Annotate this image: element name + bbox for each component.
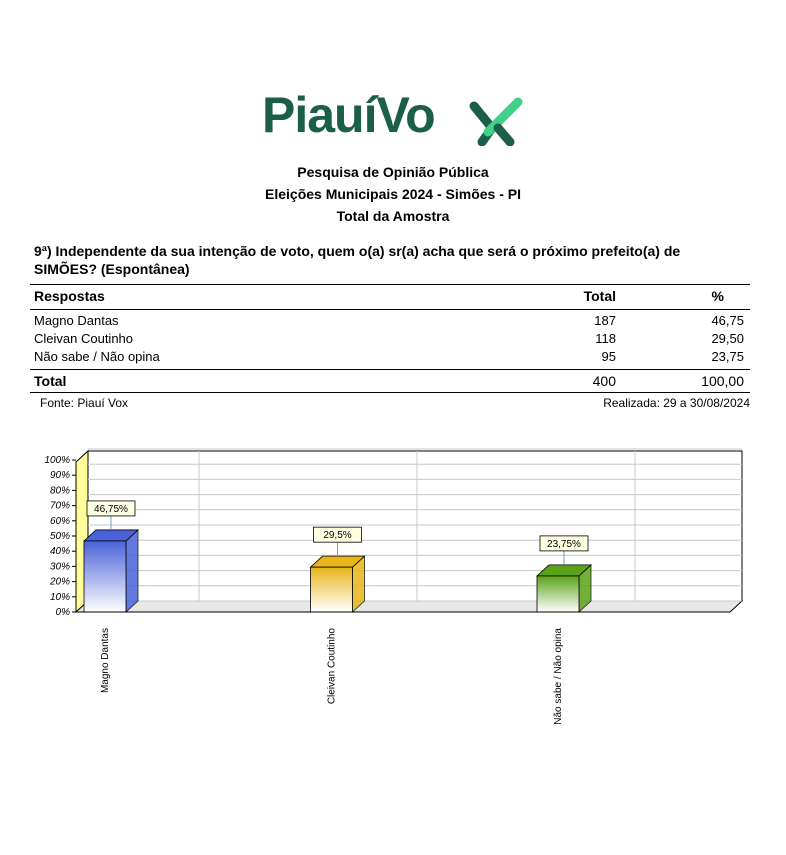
table-bottom-rule: [30, 392, 750, 393]
data-label: 46,75%: [94, 503, 128, 515]
table-row: [30, 330, 750, 348]
bar: [84, 541, 126, 612]
bar: [311, 567, 353, 612]
logo-check-x-icon: [468, 90, 524, 146]
row-label: Não sabe / Não opina: [34, 349, 160, 364]
row-pct: 23,75: [711, 349, 744, 364]
y-tick-label: 50%: [49, 531, 70, 542]
source-note: Fonte: Piauí Vox: [40, 396, 129, 410]
row-pct: 29,50: [711, 331, 744, 346]
data-label: 23,75%: [547, 538, 581, 550]
survey-title: Pesquisa de Opinião Pública: [297, 164, 489, 180]
table-header-rule: [30, 309, 750, 310]
row-pct: 46,75: [711, 313, 744, 328]
y-tick-label: 30%: [49, 561, 70, 573]
row-label: Cleivan Coutinho: [34, 331, 134, 346]
y-tick-label: 80%: [49, 485, 70, 497]
question-line-2: SIMÕES? (Espontânea): [34, 261, 190, 277]
x-tick-label: Magno Dantas: [100, 628, 111, 694]
question-text: [34, 242, 750, 278]
y-tick-label: 20%: [49, 576, 70, 588]
col-header-answers: Respostas: [34, 288, 105, 304]
table-header-row: [30, 287, 750, 305]
col-header-total: Total: [583, 288, 616, 304]
sample-title: Total da Amostra: [336, 208, 450, 224]
total-pct: 100,00: [701, 373, 744, 389]
row-total: 118: [595, 331, 616, 346]
y-tick-label: 90%: [49, 470, 70, 482]
election-title: Eleições Municipais 2024 - Simões - PI: [265, 186, 521, 202]
x-tick-label: Não sabe / Não opina: [553, 628, 564, 725]
y-tick-label: 70%: [49, 500, 70, 512]
bar-side: [126, 530, 138, 612]
row-total: 95: [601, 349, 616, 364]
table-total-rule: [30, 369, 750, 370]
x-tick-label: Cleivan Coutinho: [326, 628, 338, 705]
table-total-row: [30, 372, 750, 390]
total-label: Total: [34, 373, 67, 389]
bar-chart: [30, 440, 756, 740]
y-tick-label: 40%: [49, 546, 70, 558]
logo-text: PiauíVo: [262, 87, 435, 143]
report-header: [0, 161, 786, 227]
row-total: 187: [594, 313, 616, 328]
table-top-rule: [30, 284, 750, 285]
y-tick-label: 60%: [49, 515, 70, 527]
piauivox-logo: [262, 82, 524, 148]
chart-floor: [76, 601, 742, 612]
data-label: 29,5%: [323, 530, 352, 542]
y-tick-label: 10%: [49, 591, 70, 603]
fieldwork-dates: Realizada: 29 a 30/08/2024: [603, 396, 750, 410]
bar: [537, 576, 579, 612]
table-row: [30, 348, 750, 366]
row-label: Magno Dantas: [34, 313, 119, 328]
table-row: [30, 312, 750, 330]
question-line-1: 9ª) Independente da sua intenção de voto, quem o(a) sr(a) acha que será o próximo prefeito(a) de: [34, 243, 681, 259]
total-count: 400: [592, 373, 616, 389]
y-tick-label: 0%: [55, 607, 70, 618]
y-tick-label: 100%: [44, 455, 70, 466]
col-header-pct: %: [711, 288, 724, 304]
chart-back-plane: [88, 451, 742, 601]
